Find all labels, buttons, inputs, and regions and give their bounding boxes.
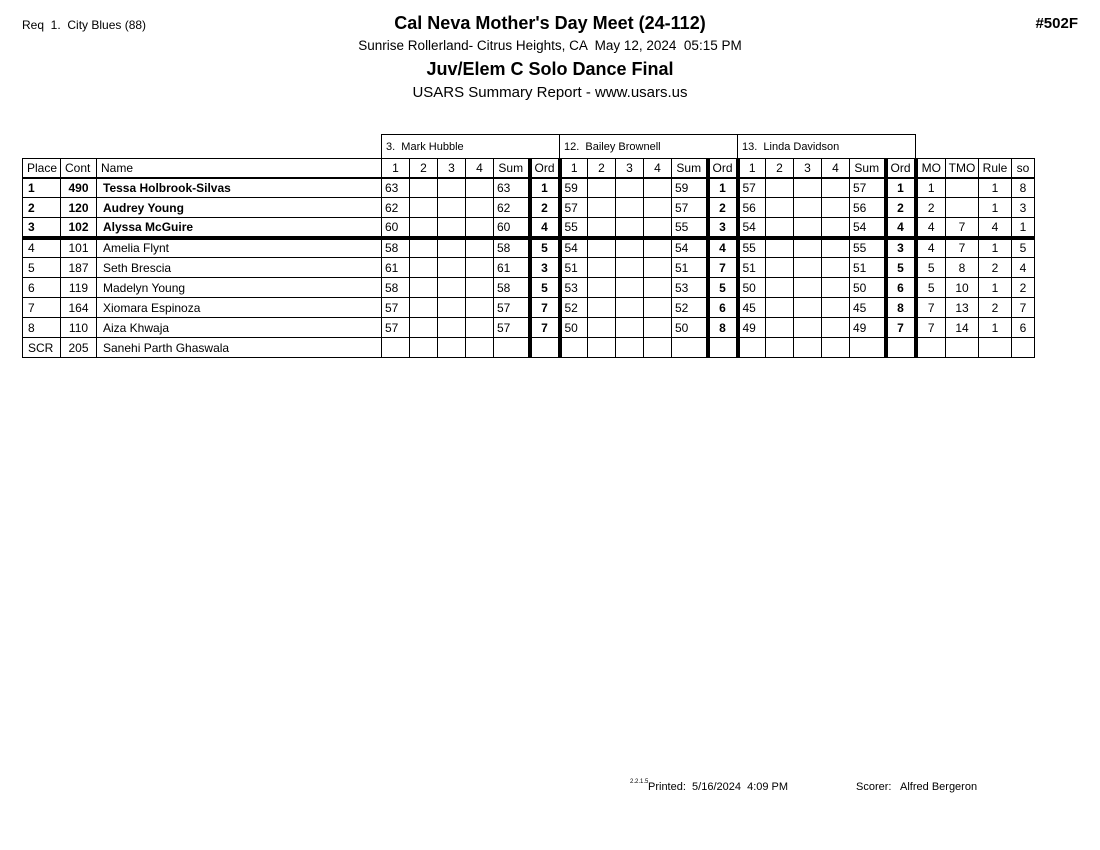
cell-judge2-3 — [616, 318, 644, 338]
cell-judge2-1: 59 — [560, 178, 588, 198]
cell-judge1-1: 61 — [382, 258, 410, 278]
cell-judge1-4 — [466, 178, 494, 198]
cell-judge2-4 — [644, 298, 672, 318]
cell-judge3-sum: 57 — [850, 178, 886, 198]
cell-judge3-2 — [766, 338, 794, 358]
column-header-judge2-1: 1 — [560, 159, 588, 178]
results-table — [22, 134, 1035, 358]
cell-judge1-1: 57 — [382, 318, 410, 338]
cell-judge3-sum: 54 — [850, 218, 886, 238]
cell-judge2-2 — [588, 238, 616, 258]
cell-so: 5 — [1012, 238, 1035, 258]
cell-judge1-2 — [410, 238, 438, 258]
cell-judge3-4 — [822, 198, 850, 218]
cell-judge2-2 — [588, 218, 616, 238]
column-header-judge3-1: 1 — [738, 159, 766, 178]
cell-judge1-ord: 1 — [530, 178, 560, 198]
cell-judge3-sum: 49 — [850, 318, 886, 338]
cell-judge1-sum: 57 — [494, 318, 530, 338]
table-row — [23, 238, 1035, 258]
table-row — [23, 218, 1035, 238]
cell-place: 5 — [23, 258, 61, 278]
table-row — [23, 258, 1035, 278]
cell-judge3-1 — [738, 338, 766, 358]
column-header-so: so — [1012, 159, 1035, 178]
cell-judge3-3 — [794, 278, 822, 298]
cell-judge3-2 — [766, 258, 794, 278]
cell-judge1-4 — [466, 298, 494, 318]
column-header-cont: Cont — [61, 159, 97, 178]
cell-judge3-3 — [794, 178, 822, 198]
cell-so — [1012, 338, 1035, 358]
cell-judge1-ord: 5 — [530, 238, 560, 258]
cell-so: 2 — [1012, 278, 1035, 298]
column-header-tmo: TMO — [946, 159, 979, 178]
cell-rule — [979, 338, 1012, 358]
cell-contestant-number: 164 — [61, 298, 97, 318]
cell-place: 3 — [23, 218, 61, 238]
cell-judge2-4 — [644, 258, 672, 278]
cell-judge2-1: 52 — [560, 298, 588, 318]
cell-judge2-2 — [588, 178, 616, 198]
cell-so: 8 — [1012, 178, 1035, 198]
cell-judge2-3 — [616, 278, 644, 298]
cell-tmo — [946, 198, 979, 218]
cell-tmo — [946, 178, 979, 198]
column-header-name: Name — [97, 159, 382, 178]
cell-judge2-sum: 55 — [672, 218, 708, 238]
cell-judge3-ord: 1 — [886, 178, 916, 198]
cell-judge2-4 — [644, 198, 672, 218]
cell-judge1-1: 58 — [382, 238, 410, 258]
column-header-judge1-3: 3 — [438, 159, 466, 178]
cell-judge2-1 — [560, 338, 588, 358]
column-header-judge1-1: 1 — [382, 159, 410, 178]
cell-judge1-sum: 58 — [494, 278, 530, 298]
cell-contestant-number: 120 — [61, 198, 97, 218]
cell-rule: 2 — [979, 298, 1012, 318]
cell-judge2-2 — [588, 338, 616, 358]
cell-contestant-number: 101 — [61, 238, 97, 258]
column-header-judge3-3: 3 — [794, 159, 822, 178]
judge-name-2: 12. Bailey Brownell — [560, 135, 738, 159]
cell-judge3-2 — [766, 198, 794, 218]
cell-judge3-4 — [822, 318, 850, 338]
cell-judge3-2 — [766, 298, 794, 318]
cell-judge1-2 — [410, 278, 438, 298]
column-header-judge3-2: 2 — [766, 159, 794, 178]
cell-judge1-3 — [438, 298, 466, 318]
table-row — [23, 278, 1035, 298]
cell-judge1-sum: 63 — [494, 178, 530, 198]
cell-judge1-3 — [438, 178, 466, 198]
column-header-judge2-4: 4 — [644, 159, 672, 178]
cell-judge2-2 — [588, 298, 616, 318]
scorer-line: Scorer: Alfred Bergeron — [856, 781, 978, 793]
cell-contestant-number: 119 — [61, 278, 97, 298]
cell-judge1-1: 58 — [382, 278, 410, 298]
cell-judge3-3 — [794, 298, 822, 318]
cell-mo: 4 — [916, 218, 946, 238]
cell-judge1-2 — [410, 258, 438, 278]
cell-judge2-1: 54 — [560, 238, 588, 258]
cell-judge2-3 — [616, 298, 644, 318]
cell-judge2-4 — [644, 338, 672, 358]
cell-judge2-2 — [588, 278, 616, 298]
cell-judge3-4 — [822, 218, 850, 238]
cell-mo: 4 — [916, 238, 946, 258]
column-header-judge1-ord: Ord — [530, 159, 560, 178]
cell-judge2-3 — [616, 218, 644, 238]
column-header-row — [23, 159, 1035, 178]
results-table-body — [23, 178, 1035, 358]
cell-tmo: 8 — [946, 258, 979, 278]
cell-judge2-ord — [708, 338, 738, 358]
cell-skater-name: Madelyn Young — [97, 278, 382, 298]
column-header-judge2-ord: Ord — [708, 159, 738, 178]
cell-judge2-4 — [644, 278, 672, 298]
cell-judge3-4 — [822, 258, 850, 278]
column-header-judge1-sum: Sum — [494, 159, 530, 178]
cell-judge1-3 — [438, 278, 466, 298]
cell-judge2-ord: 4 — [708, 238, 738, 258]
cell-mo: 2 — [916, 198, 946, 218]
cell-judge3-3 — [794, 238, 822, 258]
cell-judge2-1: 55 — [560, 218, 588, 238]
cell-judge2-sum: 51 — [672, 258, 708, 278]
cell-judge1-ord: 3 — [530, 258, 560, 278]
cell-tmo: 7 — [946, 218, 979, 238]
cell-judge3-1: 45 — [738, 298, 766, 318]
cell-judge1-ord — [530, 338, 560, 358]
cell-rule: 4 — [979, 218, 1012, 238]
cell-skater-name: Seth Brescia — [97, 258, 382, 278]
venue-date-line: Sunrise Rollerland- Citrus Heights, CA May 12, 2024 05:15 PM — [358, 38, 742, 53]
cell-rule: 1 — [979, 178, 1012, 198]
cell-judge3-ord: 6 — [886, 278, 916, 298]
cell-contestant-number: 110 — [61, 318, 97, 338]
cell-judge1-2 — [410, 338, 438, 358]
cell-judge3-ord: 5 — [886, 258, 916, 278]
table-row — [23, 198, 1035, 218]
cell-judge3-3 — [794, 198, 822, 218]
cell-judge3-ord: 7 — [886, 318, 916, 338]
cell-judge3-2 — [766, 318, 794, 338]
cell-judge3-1: 50 — [738, 278, 766, 298]
cell-place: 7 — [23, 298, 61, 318]
cell-judge1-1: 63 — [382, 178, 410, 198]
cell-judge2-sum: 53 — [672, 278, 708, 298]
report-number: #502F — [1035, 15, 1078, 32]
judge-name-row — [23, 135, 1035, 159]
cell-judge1-3 — [438, 338, 466, 358]
cell-judge1-4 — [466, 318, 494, 338]
requirement-label: Req 1. City Blues (88) — [22, 18, 147, 32]
cell-mo — [916, 338, 946, 358]
cell-judge3-1: 51 — [738, 258, 766, 278]
cell-rule: 1 — [979, 318, 1012, 338]
cell-judge1-2 — [410, 198, 438, 218]
cell-judge3-3 — [794, 258, 822, 278]
column-header-judge2-2: 2 — [588, 159, 616, 178]
cell-judge3-4 — [822, 238, 850, 258]
table-row — [23, 338, 1035, 358]
cell-so: 7 — [1012, 298, 1035, 318]
cell-skater-name: Alyssa McGuire — [97, 218, 382, 238]
cell-judge3-sum: 50 — [850, 278, 886, 298]
cell-so: 4 — [1012, 258, 1035, 278]
cell-judge2-sum: 57 — [672, 198, 708, 218]
cell-judge2-4 — [644, 218, 672, 238]
cell-judge3-sum — [850, 338, 886, 358]
cell-skater-name: Amelia Flynt — [97, 238, 382, 258]
cell-judge3-ord — [886, 338, 916, 358]
cell-judge2-ord: 6 — [708, 298, 738, 318]
cell-judge2-1: 50 — [560, 318, 588, 338]
column-header-rule: Rule — [979, 159, 1012, 178]
cell-judge2-sum: 59 — [672, 178, 708, 198]
results-table-head — [23, 135, 1035, 178]
cell-judge2-sum — [672, 338, 708, 358]
cell-judge1-ord: 7 — [530, 298, 560, 318]
cell-contestant-number: 490 — [61, 178, 97, 198]
cell-judge2-3 — [616, 238, 644, 258]
cell-judge1-4 — [466, 218, 494, 238]
cell-judge3-1: 56 — [738, 198, 766, 218]
cell-judge1-sum: 61 — [494, 258, 530, 278]
cell-judge3-3 — [794, 218, 822, 238]
cell-skater-name: Sanehi Parth Ghaswala — [97, 338, 382, 358]
cell-judge1-ord: 5 — [530, 278, 560, 298]
cell-judge3-4 — [822, 338, 850, 358]
cell-judge2-2 — [588, 258, 616, 278]
cell-tmo: 13 — [946, 298, 979, 318]
cell-skater-name: Audrey Young — [97, 198, 382, 218]
meet-title: Cal Neva Mother's Day Meet (24-112) — [394, 13, 706, 33]
cell-judge3-sum: 56 — [850, 198, 886, 218]
cell-judge1-sum — [494, 338, 530, 358]
cell-judge3-ord: 3 — [886, 238, 916, 258]
table-row — [23, 318, 1035, 338]
cell-rule: 1 — [979, 278, 1012, 298]
cell-place: 6 — [23, 278, 61, 298]
cell-place: 2 — [23, 198, 61, 218]
cell-judge2-1: 57 — [560, 198, 588, 218]
cell-judge3-4 — [822, 178, 850, 198]
cell-judge2-4 — [644, 178, 672, 198]
cell-judge2-sum: 50 — [672, 318, 708, 338]
cell-judge3-1: 57 — [738, 178, 766, 198]
cell-judge3-ord: 8 — [886, 298, 916, 318]
cell-judge2-3 — [616, 178, 644, 198]
cell-judge3-ord: 4 — [886, 218, 916, 238]
cell-place: 4 — [23, 238, 61, 258]
results-table-wrapper — [22, 134, 1035, 358]
cell-contestant-number: 205 — [61, 338, 97, 358]
cell-judge1-2 — [410, 318, 438, 338]
column-header-judge3-sum: Sum — [850, 159, 886, 178]
cell-judge2-sum: 52 — [672, 298, 708, 318]
cell-contestant-number: 187 — [61, 258, 97, 278]
cell-place: 1 — [23, 178, 61, 198]
column-header-judge3-ord: Ord — [886, 159, 916, 178]
cell-judge3-sum: 51 — [850, 258, 886, 278]
cell-judge1-4 — [466, 198, 494, 218]
cell-judge3-2 — [766, 278, 794, 298]
cell-judge1-3 — [438, 318, 466, 338]
printed-timestamp: Printed: 5/16/2024 4:09 PM — [648, 781, 789, 793]
cell-judge1-ord: 7 — [530, 318, 560, 338]
cell-so: 3 — [1012, 198, 1035, 218]
cell-judge2-ord: 1 — [708, 178, 738, 198]
report-header — [0, 12, 1100, 105]
cell-judge1-4 — [466, 258, 494, 278]
cell-judge2-2 — [588, 198, 616, 218]
cell-judge3-2 — [766, 238, 794, 258]
cell-judge1-2 — [410, 218, 438, 238]
column-header-judge1-2: 2 — [410, 159, 438, 178]
cell-judge2-ord: 7 — [708, 258, 738, 278]
cell-so: 1 — [1012, 218, 1035, 238]
report-type-line: USARS Summary Report - www.usars.us — [412, 84, 688, 101]
table-row — [23, 298, 1035, 318]
column-header-judge2-3: 3 — [616, 159, 644, 178]
column-header-judge3-4: 4 — [822, 159, 850, 178]
cell-judge2-3 — [616, 198, 644, 218]
cell-judge1-4 — [466, 238, 494, 258]
column-header-place: Place — [23, 159, 61, 178]
cell-mo: 7 — [916, 318, 946, 338]
cell-judge2-ord: 2 — [708, 198, 738, 218]
cell-judge2-1: 53 — [560, 278, 588, 298]
cell-rule: 2 — [979, 258, 1012, 278]
cell-mo: 7 — [916, 298, 946, 318]
cell-judge2-sum: 54 — [672, 238, 708, 258]
cell-judge2-ord: 3 — [708, 218, 738, 238]
cell-judge3-ord: 2 — [886, 198, 916, 218]
cell-judge1-3 — [438, 258, 466, 278]
cell-tmo — [946, 338, 979, 358]
cell-skater-name: Xiomara Espinoza — [97, 298, 382, 318]
cell-mo: 5 — [916, 278, 946, 298]
cell-judge2-ord: 8 — [708, 318, 738, 338]
cell-skater-name: Tessa Holbrook-Silvas — [97, 178, 382, 198]
cell-tmo: 14 — [946, 318, 979, 338]
cell-judge3-1: 54 — [738, 218, 766, 238]
judge-name-1: 3. Mark Hubble — [382, 135, 560, 159]
cell-judge2-ord: 5 — [708, 278, 738, 298]
cell-judge3-sum: 55 — [850, 238, 886, 258]
cell-mo: 1 — [916, 178, 946, 198]
cell-judge1-4 — [466, 338, 494, 358]
table-row — [23, 178, 1035, 198]
cell-judge1-1: 60 — [382, 218, 410, 238]
cell-judge1-sum: 60 — [494, 218, 530, 238]
cell-judge2-3 — [616, 258, 644, 278]
column-header-judge1-4: 4 — [466, 159, 494, 178]
cell-judge2-2 — [588, 318, 616, 338]
cell-judge3-3 — [794, 318, 822, 338]
judge-row-spacer-left — [23, 135, 382, 159]
cell-judge2-4 — [644, 318, 672, 338]
cell-judge3-3 — [794, 338, 822, 358]
cell-judge1-3 — [438, 198, 466, 218]
cell-judge1-sum: 58 — [494, 238, 530, 258]
cell-judge1-sum: 57 — [494, 298, 530, 318]
cell-place: SCR — [23, 338, 61, 358]
cell-so: 6 — [1012, 318, 1035, 338]
cell-judge2-4 — [644, 238, 672, 258]
cell-tmo: 7 — [946, 238, 979, 258]
cell-contestant-number: 102 — [61, 218, 97, 238]
cell-rule: 1 — [979, 198, 1012, 218]
cell-judge2-1: 51 — [560, 258, 588, 278]
cell-tmo: 10 — [946, 278, 979, 298]
cell-judge3-2 — [766, 178, 794, 198]
cell-place: 8 — [23, 318, 61, 338]
cell-judge1-ord: 2 — [530, 198, 560, 218]
cell-rule: 1 — [979, 238, 1012, 258]
cell-judge1-3 — [438, 218, 466, 238]
cell-judge3-4 — [822, 298, 850, 318]
cell-judge3-sum: 45 — [850, 298, 886, 318]
cell-judge2-3 — [616, 338, 644, 358]
judge-row-spacer-right — [916, 135, 1035, 159]
event-title: Juv/Elem C Solo Dance Final — [426, 59, 674, 79]
cell-judge3-1: 49 — [738, 318, 766, 338]
software-version: 2.2.1.5 — [630, 779, 649, 785]
cell-skater-name: Aiza Khwaja — [97, 318, 382, 338]
cell-mo: 5 — [916, 258, 946, 278]
cell-judge1-2 — [410, 298, 438, 318]
column-header-judge2-sum: Sum — [672, 159, 708, 178]
cell-judge1-1: 57 — [382, 298, 410, 318]
cell-judge1-3 — [438, 238, 466, 258]
cell-judge1-sum: 62 — [494, 198, 530, 218]
column-header-mo: MO — [916, 159, 946, 178]
cell-judge1-2 — [410, 178, 438, 198]
cell-judge1-4 — [466, 278, 494, 298]
cell-judge1-ord: 4 — [530, 218, 560, 238]
cell-judge3-2 — [766, 218, 794, 238]
cell-judge1-1: 62 — [382, 198, 410, 218]
cell-judge3-4 — [822, 278, 850, 298]
cell-judge1-1 — [382, 338, 410, 358]
cell-judge3-1: 55 — [738, 238, 766, 258]
judge-name-3: 13. Linda Davidson — [738, 135, 916, 159]
